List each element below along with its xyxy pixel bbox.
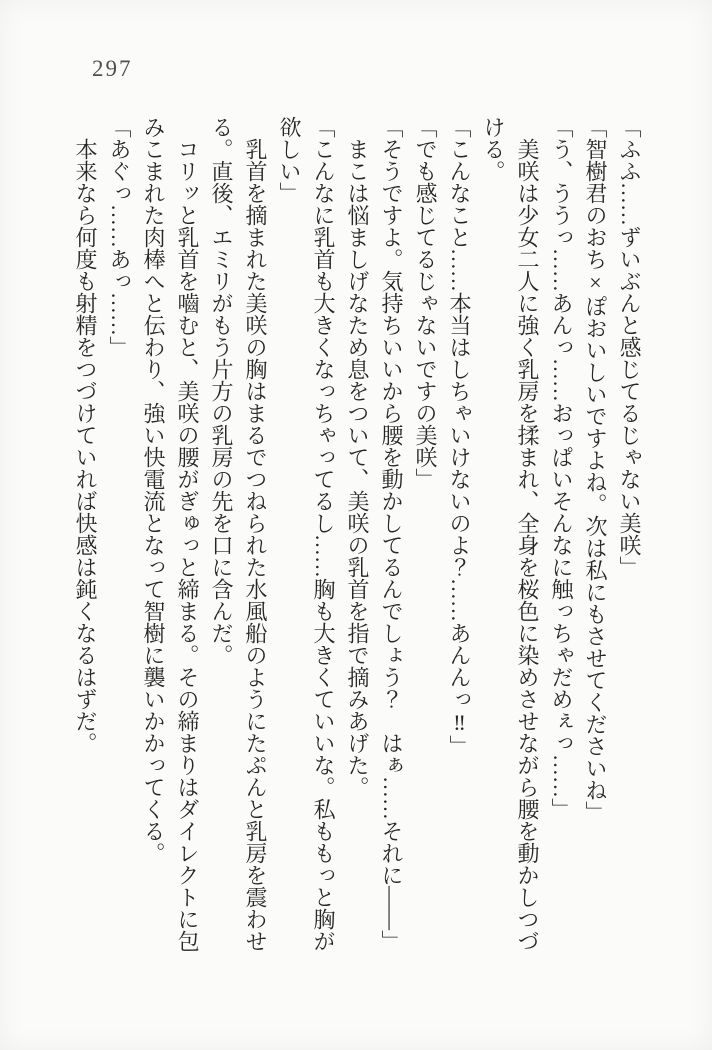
page-number: 297 [92, 56, 133, 81]
dialogue-paragraph: 「でも感じてるじゃないですの美咲」 [413, 116, 438, 490]
dialogue-paragraph: 「こんなこと……本当はしちゃいけないのよ？……あんんっ‼」 [447, 116, 472, 757]
dialogue-paragraph: 「ふふ……ずいぶんと感じてるじゃない美咲」 [617, 116, 642, 578]
narrative-paragraph: コリッと乳首を嚙むと、美咲の腰がぎゅっと締まる。その締まりはダイレクトに包みこまれた肉棒へと伝わり、強い快電流となって智樹に襲いかかってくる。 [141, 116, 200, 952]
narrative-paragraph: 本来なら何度も射精をつづけていれば快感は鈍くなるはずだ。 [73, 138, 98, 754]
dialogue-paragraph: 「智樹君のおち×ぽおいしいですよね。次は私にもさせてくださいね」 [583, 116, 608, 823]
narrative-paragraph: 美咲は少女二人に強く乳房を揉まれ、全身を桜色に染めさせながら腰を動かしつづける。 [481, 116, 540, 952]
dialogue-paragraph: 「あぐっ……あっ……」 [107, 116, 132, 358]
narrative-paragraph: まこは悩ましげなため息をついて、美咲の乳首を指で摘みあげた。 [345, 138, 370, 798]
text-block [68, 116, 646, 952]
dialogue-paragraph: 「そうですよ。気持ちいいから腰を動かしてるんでしょう？ はぁ……それに――」 [379, 116, 404, 952]
dialogue-paragraph: 「う、ううっ……あんっ……おっぱいそんなに触っちゃだめぇっ……」 [549, 116, 574, 820]
narrative-paragraph: 乳首を摘まれた美咲の胸はまるでつねられた水風船のようにたぷんと乳房を震わせる。直後、エミリがもう片方の乳房の先を口に含んだ。 [209, 116, 268, 952]
dialogue-paragraph: 「こんなに乳首も大きくなっちゃってるし……胸も大きくていいな。私ももっと胸が欲しい」 [277, 116, 336, 952]
